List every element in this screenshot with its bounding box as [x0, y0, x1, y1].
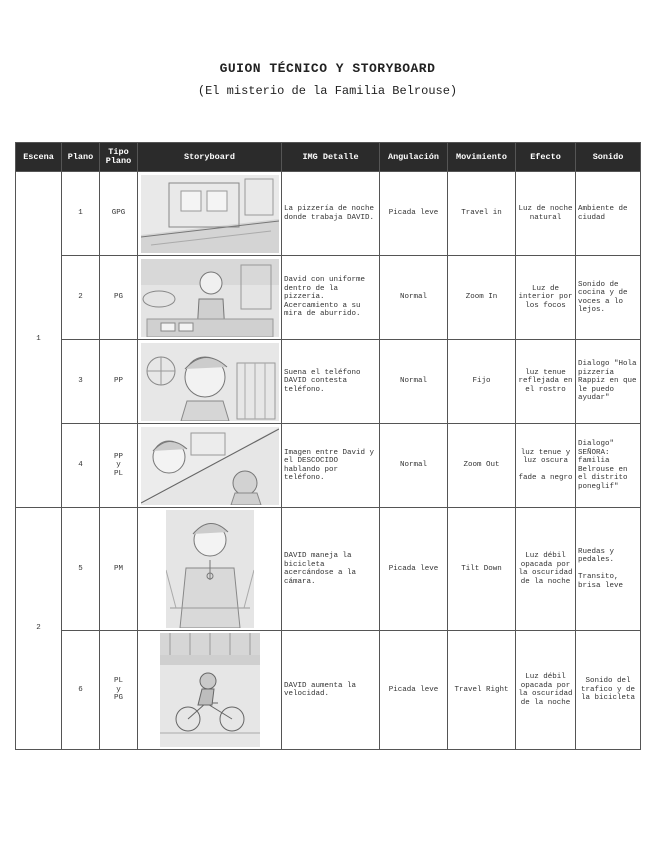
storyboard-table [15, 142, 641, 750]
plano-cell: 4 [62, 424, 100, 508]
storyboard-cell [138, 424, 282, 508]
table-row [16, 172, 641, 256]
document-subtitle: (El misterio de la Familia Belrouse) [197, 84, 458, 98]
header-efecto: Efecto [516, 143, 576, 172]
tipo-plano-cell: GPG [100, 172, 138, 256]
table-row [16, 631, 641, 750]
efecto-cell: Luz de noche natural [516, 172, 576, 256]
tipo-plano-cell: PP [100, 340, 138, 424]
sonido-cell: Sonido del trafico y de la bicicleta [576, 631, 641, 750]
david-bicycle-side-sketch-icon [160, 633, 260, 747]
header-escena: Escena [16, 143, 62, 172]
img-detalle-cell: Suena el teléfono DAVID contesta teléfono. [282, 340, 380, 424]
pizzeria-exterior-sketch-icon [141, 175, 279, 253]
img-detalle-cell: DAVID aumenta la velocidad. [282, 631, 380, 750]
efecto-cell: Luz débil opacada por la oscuridad de la noche [516, 631, 576, 750]
tipo-plano-cell: PG [100, 256, 138, 340]
img-detalle-cell: DAVID maneja la bicicleta acercándose a la cámara. [282, 508, 380, 631]
storyboard-cell [138, 508, 282, 631]
angulacion-cell: Normal [380, 424, 448, 508]
movimiento-cell: Zoom In [448, 256, 516, 340]
split-phone-call-sketch-icon [141, 427, 279, 505]
header-angulacion: Angulación [380, 143, 448, 172]
movimiento-cell: Fijo [448, 340, 516, 424]
movimiento-cell: Travel Right [448, 631, 516, 750]
header-movimiento: Movimiento [448, 143, 516, 172]
tipo-plano-cell: PP y PL [100, 424, 138, 508]
movimiento-cell: Zoom Out [448, 424, 516, 508]
header-img-detalle: IMG Detalle [282, 143, 380, 172]
movimiento-cell: Travel in [448, 172, 516, 256]
img-detalle-cell: David con uniforme dentro de la pizzería. Acercamiento a su mira de aburrido. [282, 256, 380, 340]
sonido-cell: Dialogo" SEÑORA: familia Belrouse en el distrito poneglif" [576, 424, 641, 508]
escena-cell: 2 [16, 508, 62, 750]
table-header-row [16, 143, 641, 172]
david-phone-sketch-icon [141, 343, 279, 421]
header-plano: Plano [62, 143, 100, 172]
sonido-cell: Ambiente de ciudad [576, 172, 641, 256]
david-in-pizzeria-sketch-icon [141, 259, 279, 337]
tipo-plano-cell: PM [100, 508, 138, 631]
header-storyboard: Storyboard [138, 143, 282, 172]
header-sonido: Sonido [576, 143, 641, 172]
plano-cell: 3 [62, 340, 100, 424]
angulacion-cell: Picada leve [380, 508, 448, 631]
img-detalle-cell: La pizzería de noche donde trabaja DAVID. [282, 172, 380, 256]
sonido-cell: Sonido de cocina y de voces a lo lejos. [576, 256, 641, 340]
header-tipo-plano: Tipo Plano [100, 143, 138, 172]
sonido-cell: Dialogo "Hola pizzería Rappiz en que le puedo ayudar" [576, 340, 641, 424]
angulacion-cell: Normal [380, 340, 448, 424]
efecto-cell: Luz débil opacada por la oscuridad de la noche [516, 508, 576, 631]
plano-cell: 2 [62, 256, 100, 340]
angulacion-cell: Picada leve [380, 172, 448, 256]
efecto-cell: luz tenue y luz oscura fade a negro [516, 424, 576, 508]
table-row [16, 424, 641, 508]
storyboard-cell [138, 172, 282, 256]
plano-cell: 6 [62, 631, 100, 750]
angulacion-cell: Normal [380, 256, 448, 340]
efecto-cell: Luz de interior por los focos [516, 256, 576, 340]
table-row [16, 508, 641, 631]
storyboard-cell [138, 631, 282, 750]
david-bicycle-front-sketch-icon [166, 510, 254, 628]
movimiento-cell: Tilt Down [448, 508, 516, 631]
plano-cell: 5 [62, 508, 100, 631]
table-row [16, 256, 641, 340]
angulacion-cell: Picada leve [380, 631, 448, 750]
table-row [16, 340, 641, 424]
storyboard-cell [138, 256, 282, 340]
escena-cell: 1 [16, 172, 62, 508]
img-detalle-cell: Imagen entre David y el DESCOCIDO hablando por teléfono. [282, 424, 380, 508]
tipo-plano-cell: PL y PG [100, 631, 138, 750]
document-title: GUION TÉCNICO Y STORYBOARD [219, 61, 436, 76]
storyboard-cell [138, 340, 282, 424]
efecto-cell: luz tenue reflejada en el rostro [516, 340, 576, 424]
sonido-cell: Ruedas y pedales. Transito, brisa leve [576, 508, 641, 631]
plano-cell: 1 [62, 172, 100, 256]
